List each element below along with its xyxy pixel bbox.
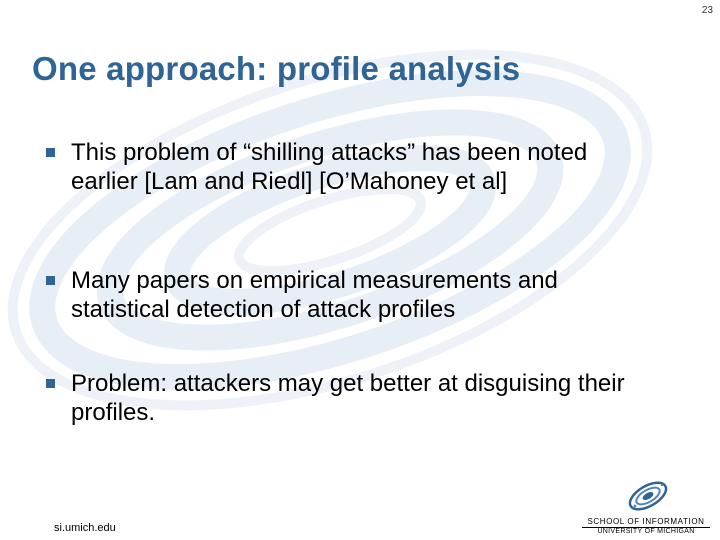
logo-university-text: UNIVERSITY OF MICHIGAN: [597, 528, 695, 535]
square-bullet-icon: [46, 379, 55, 388]
bullet-text: Many papers on empirical measurements and statistical detection of attack profiles: [71, 267, 558, 323]
galaxy-logo-icon: [626, 476, 670, 516]
logo-school-text: SCHOOL OF INFORMATION: [582, 517, 710, 528]
square-bullet-icon: [46, 148, 55, 157]
square-bullet-icon: [46, 276, 55, 285]
school-logo: [582, 476, 710, 538]
page-number: 23: [701, 5, 713, 16]
bullet-text: This problem of “shilling attacks” has been noted earlier [Lam and Riedl] [O’Mahoney et al]: [71, 139, 588, 195]
footer-url: si.umich.edu: [54, 522, 116, 534]
slide-title: One approach: profile analysis: [32, 50, 521, 87]
bullet-text: Problem: attackers may get better at disguising their profiles.: [71, 370, 625, 426]
